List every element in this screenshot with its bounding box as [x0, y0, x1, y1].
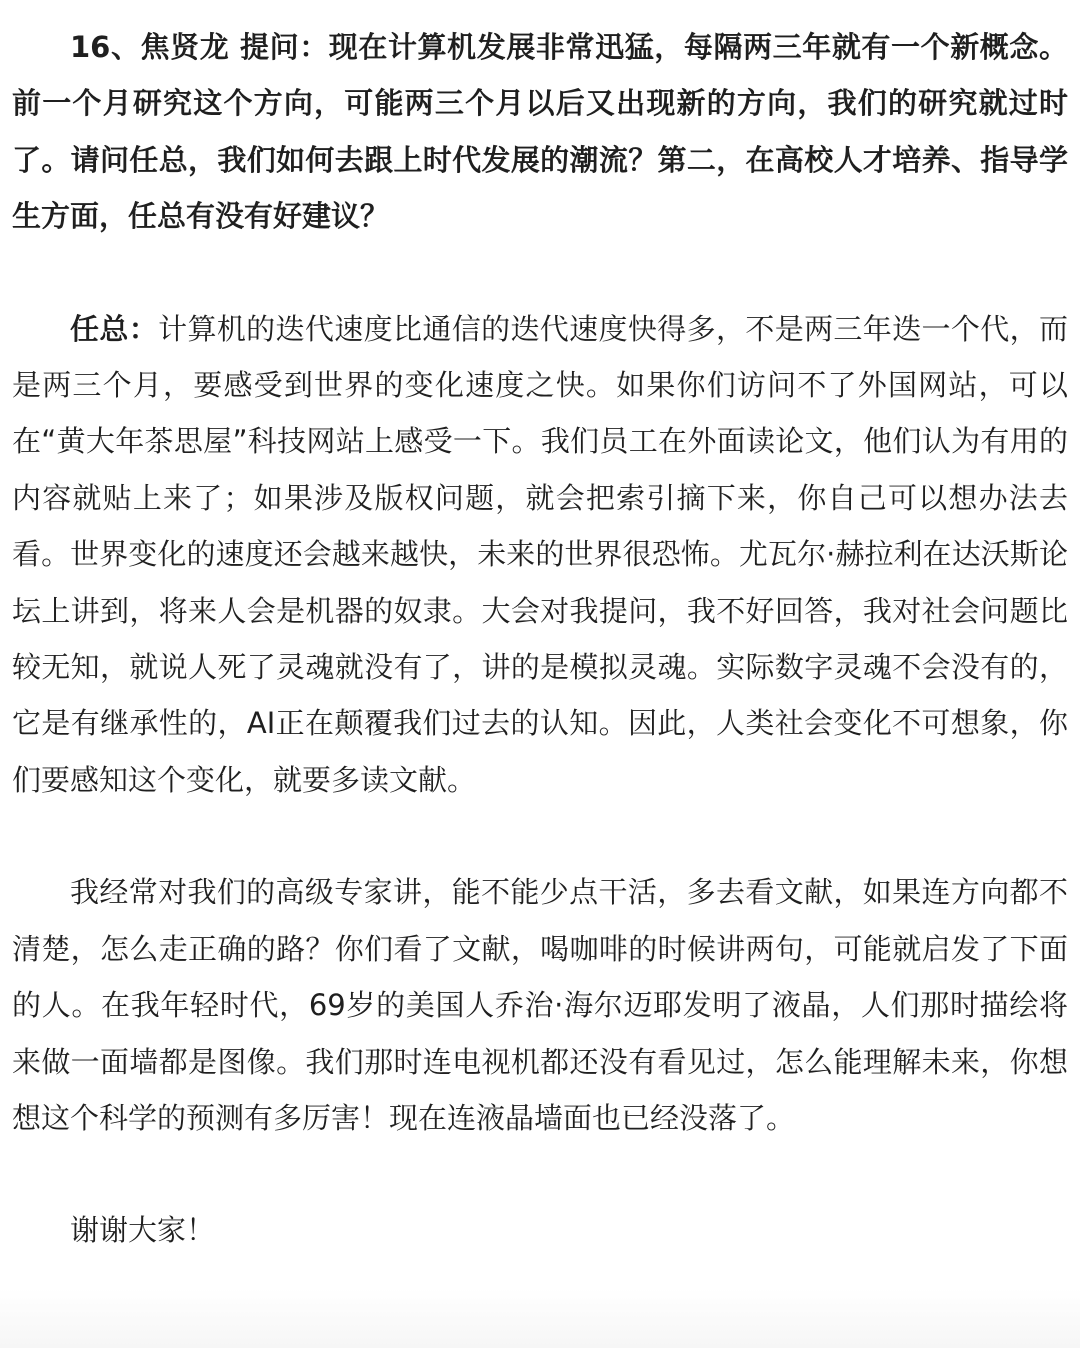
answer-paragraph-1 — [12, 301, 1068, 809]
speaker-label: 任总： — [70, 311, 159, 346]
closing-line: 谢谢大家！ — [70, 1213, 216, 1248]
paragraph-spacer — [12, 808, 1068, 864]
article-body — [12, 19, 1068, 1259]
paragraph-spacer — [12, 245, 1068, 301]
answer-paragraph-2: 我经常对我们的高级专家讲，能不能少点干活，多去看文献，如果连方向都不清楚，怎么走正确的路？你们看了文献，喝咖啡的时候讲两句，可能就启发了下面的人。在我年轻时代，69岁的美国人乔治·海尔迈耶发明了液晶，人们那时描绘将来做一面墙都是图像。我们那时连电视机都还没有看见过，怎么能理解未来，你想想这个科学的预测有多厉害！现在连液晶墙面也已经没落了。 — [12, 875, 1068, 1135]
paragraph-spacer — [12, 1146, 1068, 1202]
bottom-fade — [0, 1288, 1080, 1348]
question-paragraph: 16、焦贤龙 提问：现在计算机发展非常迅猛，每隔两三年就有一个新概念。前一个月研究这个方向，可能两三个月以后又出现新的方向，我们的研究就过时了。请问任总，我们如何去跟上时代发展的潮流？第二，在高校人才培养、指导学生方面，任总有没有好建议？ — [12, 30, 1068, 234]
answer-text-1: 计算机的迭代速度比通信的迭代速度快得多，不是两三年迭一个代，而是两三个月，要感受到世界的变化速度之快。如果你们访问不了外国网站，可以在“黄大年茶思屋”科技网站上感受一下。我们员工在外面读论文，他们认为有用的内容就贴上来了；如果涉及版权问题，就会把索引摘下来，你自己可以想办法去看。世界变化的速度还会越来越快，未来的世界很恐怖。尤瓦尔·赫拉利在达沃斯论坛上讲到，将来人会是机器的奴隶。大会对我提问，我不好回答，我对社会问题比较无知，就说人死了灵魂就没有了，讲的是模拟灵魂。实际数字灵魂不会没有的，它是有继承性的，AI正在颠覆我们过去的认知。因此，人类社会变化不可想象，你们要感知这个变化，就要多读文献。 — [12, 311, 1068, 797]
